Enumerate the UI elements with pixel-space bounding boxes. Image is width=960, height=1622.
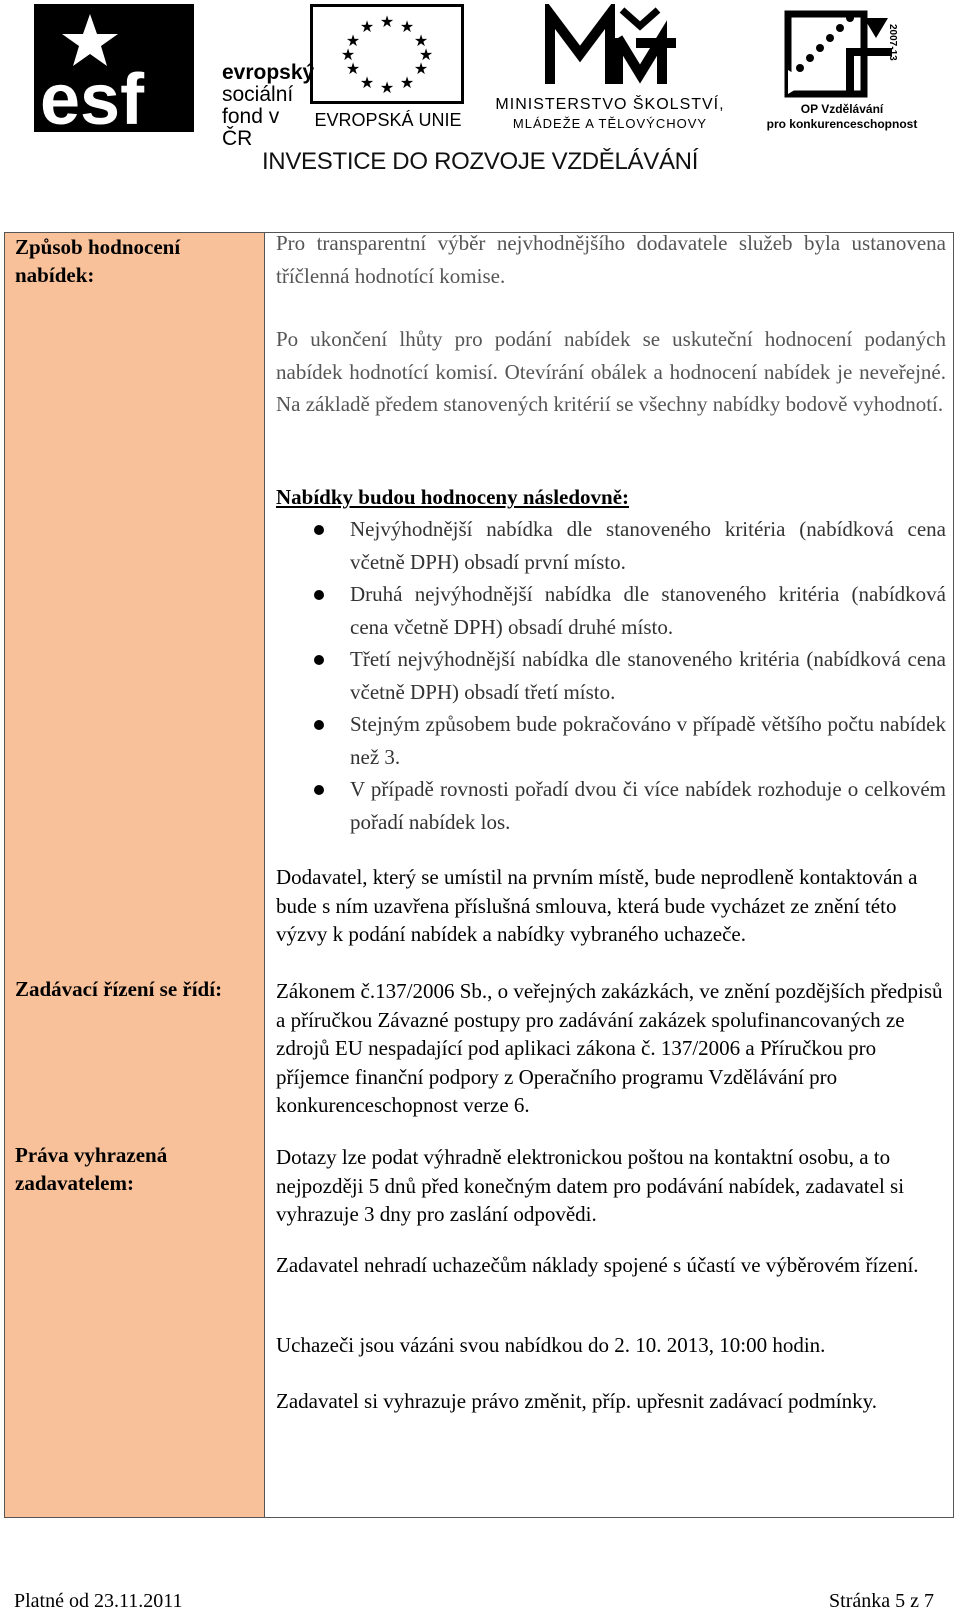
op-vk-mark-icon: [784, 4, 902, 100]
rights-paragraph-4: Zadavatel si vyhrazuje právo změnit, příp. upřesnit zadávací podmínky.: [276, 1389, 878, 1413]
eu-logo: [310, 4, 466, 130]
footer-page-number: Stránka 5 z 7: [829, 1590, 934, 1612]
op-vk-logo: [752, 4, 932, 130]
svg-text:★: ★: [379, 78, 395, 97]
esf-logo: [34, 4, 315, 150]
esf-wordmark: evropský sociální fond v ČR: [222, 61, 315, 150]
op-years: 2007-13: [887, 24, 898, 61]
label-column: [5, 233, 265, 1517]
rights-paragraph-3: Uchazeči jsou vázáni svou nabídkou do 2. 10. 2013, 10:00 hodin.: [276, 1333, 826, 1357]
msmt-mark-icon: [544, 4, 676, 90]
list-item: V případě rovnosti pořadí dvou či více nabídek rozhoduje o celkovém pořadí nabídek los.: [276, 773, 946, 838]
svg-text:★: ★: [345, 31, 361, 50]
svg-text:★: ★: [359, 17, 375, 36]
svg-text:★: ★: [413, 59, 429, 78]
evaluation-paragraph-3: Dodavatel, který se umístil na prvním místě, bude neprodleně kontaktován a bude s ním uzavřena příslušná smlouva, která bude vycházet ze znění této výzvy k podání nabídek a nabídky vybraného uchazeče.: [276, 865, 918, 946]
svg-text:esf: esf: [40, 60, 145, 132]
label-evaluation: Způsob hodnocení nabídek:: [15, 235, 181, 287]
bullet-icon: [314, 590, 324, 600]
eu-label: EVROPSKÁ UNIE: [314, 110, 462, 130]
rights-paragraph-1: Dotazy lze podat výhradně elektronickou poštou na kontaktní osobu, a to nejpozději 5 dnů před konečným datem pro podávání nabídek, zadavatel si vyhrazuje 3 dny pro zaslání odpovědi.: [276, 1145, 905, 1226]
bullet-icon: [314, 785, 324, 795]
svg-text:★: ★: [379, 12, 395, 31]
esf-mark-icon: [34, 4, 194, 132]
evaluation-paragraph-1: Pro transparentní výběr nejvhodnějšího dodavatele služeb byla ustanovena tříčlenná hodnotící komise.: [276, 231, 946, 288]
svg-text:★: ★: [345, 59, 361, 78]
svg-text:★: ★: [359, 73, 375, 92]
governed-by-text: Zákonem č.137/2006 Sb., o veřejných zakázkách, ve znění pozdějších předpisů a příručkou Závazné postupy pro zadávání zakázek spolufinancovaných ze zdrojů EU nespadající pod aplikaci zákona č. 137/2006 a Příručkou pro příjemce finanční podpory z Operačního programu Vzdělávání pro konkurenceschopnost verze 6.: [276, 979, 943, 1117]
conditions-table: [4, 232, 954, 1518]
op-line-1: OP Vzdělávání: [800, 102, 884, 116]
svg-text:★: ★: [340, 45, 356, 64]
msmt-line-1: MINISTERSTVO ŠKOLSTVÍ,: [495, 96, 725, 113]
rights-paragraph-2: Zadavatel nehradí uchazečům náklady spojené s účastí ve výběrovém řízení.: [276, 1253, 919, 1277]
svg-text:★: ★: [399, 73, 415, 92]
bullet-icon: [314, 525, 324, 535]
list-item: Nejvýhodnější nabídka dle stanoveného kritéria (nabídková cena včetně DPH) obsadí první místo.: [276, 513, 946, 578]
label-governed-by: Zadávací řízení se řídí:: [15, 977, 223, 1001]
slogan: INVESTICE DO ROZVOJE VZDĚLÁVÁNÍ: [261, 148, 699, 175]
bullet-icon: [314, 720, 324, 730]
list-item: Třetí nejvýhodnější nabídka dle stanoveného kritéria (nabídková cena včetně DPH) obsadí třetí místo.: [276, 643, 946, 708]
evaluation-paragraph-2: Po ukončení lhůty pro podání nabídek se uskuteční hodnocení podaných nabídek hodnotící komisí. Otevírání obálek a hodnocení nabídek je neveřejné. Na základě předem stanovených kritérií se všechny nabídky bodově vyhodnotí.: [276, 327, 946, 416]
msmt-line-2: MLÁDEŽE A TĚLOVÝCHOVY: [512, 116, 708, 131]
footer-valid-from: Platné od 23.11.2011: [14, 1590, 183, 1612]
label-rights: Práva vyhrazená zadavatelem:: [15, 1143, 168, 1195]
msmt-logo: [476, 4, 744, 130]
list-item: Druhá nejvýhodnější nabídka dle stanoveného kritéria (nabídková cena včetně DPH) obsadí druhé místo.: [276, 578, 946, 643]
list-item: Stejným způsobem bude pokračováno v případě většího počtu nabídek než 3.: [276, 708, 946, 773]
svg-text:★: ★: [418, 45, 434, 64]
svg-text:★: ★: [413, 31, 429, 50]
svg-text:★: ★: [399, 17, 415, 36]
bullet-icon: [314, 655, 324, 665]
eu-flag-icon: [310, 4, 464, 104]
op-line-2: pro konkurenceschopnost: [766, 117, 918, 131]
logo-header: [0, 0, 960, 200]
evaluation-heading: Nabídky budou hodnoceny následovně:: [276, 485, 630, 509]
